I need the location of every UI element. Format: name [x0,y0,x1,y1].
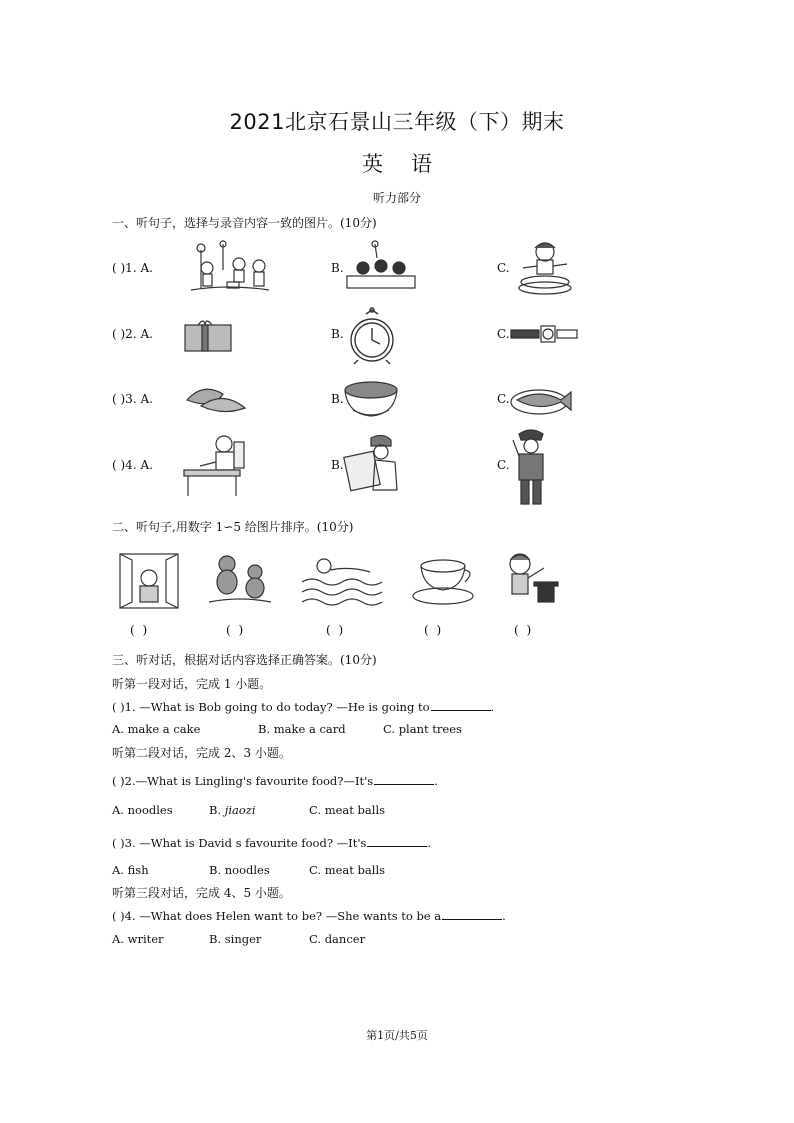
order-paren-1: ( ) [130,623,150,637]
dialog2-instruction: 听第二段对话，完成 2、3 小题。 [112,746,291,760]
question-2: ( )2.—What is Lingling's favourite food?—It's . [112,774,438,788]
section3-heading: 三、听对话，根据对话内容选择正确答案。(10分) [112,653,377,667]
section2-heading: 二、听句子,用数字 1∽5 给图片排序。(10分) [112,520,354,534]
q3-option-b-label: B. [331,392,344,406]
section1-heading: 一、听句子，选择与录音内容一致的图片。(10分) [112,216,377,230]
page-number: 第1页/共5页 [366,1029,428,1042]
boy-at-window-picture [114,550,184,610]
q3-option-c: C. meat balls [309,863,386,877]
question-1: ( )1. —What is Bob going to do today? —He is going to . [112,700,495,714]
q4-option-b: B. singer [209,932,262,946]
watch-picture [511,324,579,344]
gift-box-picture [184,319,234,353]
magician-girl-picture [498,548,564,610]
order-paren-4: ( ) [424,623,444,637]
answer-blank [442,908,502,920]
q2-option-c-label: C. [497,327,510,341]
monkeys-picture [205,550,275,608]
question-4: ( )4. —What does Helen want to be? —She wants to be a . [112,909,506,923]
q2-option-b: B. jiaozi [209,803,256,817]
swimming-picture [300,552,384,608]
girl-making-cake-picture [515,238,581,296]
children-making-card-picture [345,240,417,290]
dialog3-instruction: 听第三段对话，完成 4、5 小题。 [112,886,291,900]
police-officer-picture [511,426,551,506]
q1-option-b: B. make a card [258,722,346,736]
q2-option-c: C. meat balls [309,803,386,817]
answer-blank [431,699,491,711]
q1-option-b-label: B. [331,261,344,275]
dialog1-instruction: 听第一段对话，完成 1 小题。 [112,677,272,691]
q3-option-c-label: C. [497,392,510,406]
part-label: 听力部分 [372,191,421,205]
q3-option-a: A. fish [112,863,149,877]
order-paren-5: ( ) [514,623,534,637]
answer-blank [367,835,427,847]
q2-label: ( )2. A. [112,327,153,341]
q1-option-c: C. plant trees [383,722,462,736]
q4-option-b-label: B. [331,458,344,472]
children-planting-trees-picture [183,240,273,296]
order-paren-2: ( ) [226,623,246,637]
question-3: ( )3. —What is David s favourite food? —It's . [112,836,432,850]
bowl-of-noodles-picture [343,380,399,420]
q4-option-c: C. dancer [309,932,366,946]
q2-option-a: A. noodles [112,803,173,817]
fish-dish-picture [509,384,575,416]
q4-option-c-label: C. [497,458,510,472]
q1-option-a: A. make a cake [112,722,201,736]
alarm-clock-picture [348,306,396,366]
q2-option-b-label: B. [331,327,344,341]
q3-label: ( )3. A. [112,392,153,406]
engineer-with-blueprint-picture [343,432,401,494]
q1-label: ( )1. A. [112,261,153,275]
page-title: 2021北京石景山三年级（下）期末 [229,110,565,134]
order-paren-3: ( ) [326,623,346,637]
answer-blank [374,773,434,785]
subject-title: 英语 [362,152,460,176]
writer-at-desk-picture [180,432,248,498]
teacup-picture [413,554,477,606]
q1-option-c-label: C. [497,261,510,275]
q4-option-a: A. writer [112,932,164,946]
q4-label: ( )4. A. [112,458,153,472]
q3-option-b: B. noodles [209,863,270,877]
dumplings-picture [183,380,247,416]
